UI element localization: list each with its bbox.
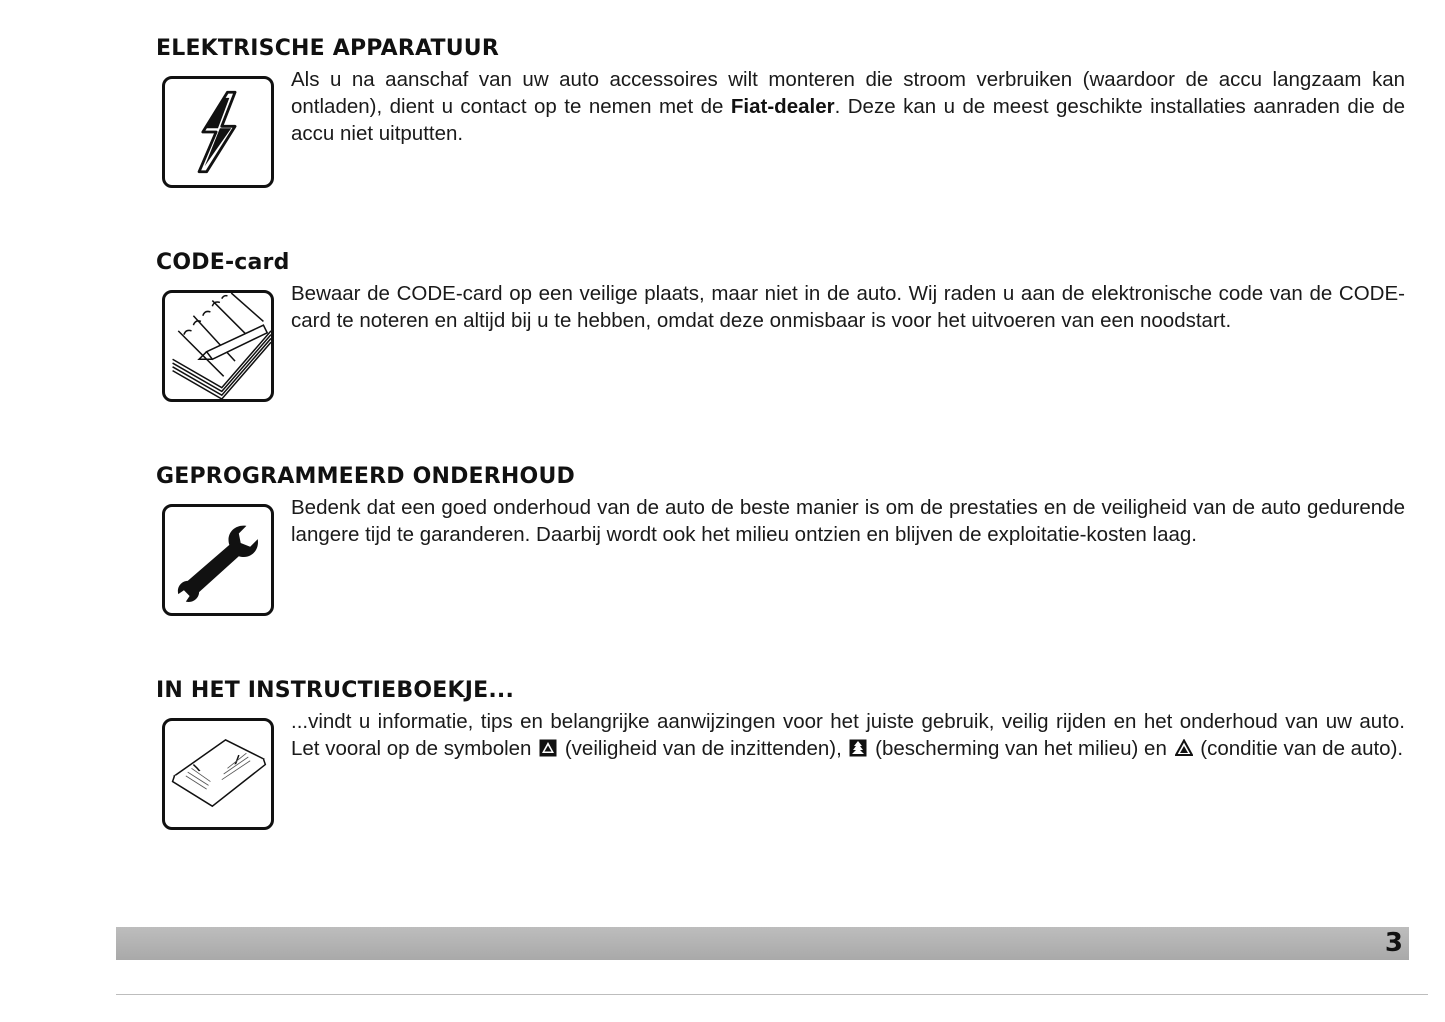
- body-text: (conditie van de auto).: [1194, 737, 1404, 760]
- section-heading: ELEKTRISCHE APPARATUUR: [156, 36, 499, 61]
- passenger-safety-icon: [539, 739, 557, 757]
- section-electrical-equipment: [156, 34, 1406, 145]
- section-body: Bewaar de CODE-card op een veilige plaats, maar niet in de auto. Wij raden u aan de elektronische code van de CODE-card te noteren en altijd bij u te hebben, omdat deze onmisbaar is voor het uitvoeren van een noodstart.: [291, 282, 1405, 332]
- body-text: ...vindt u informatie, tips en belangrijke aanwijzingen voor het juiste gebruik, veilig rijden en het onderhoud van uw auto. Let vooral op de symbolen: [291, 710, 1405, 760]
- section-body: [291, 708, 1405, 762]
- notebook-pencil-icon: [162, 290, 274, 402]
- open-book-icon: [162, 718, 274, 830]
- environment-protection-icon: [849, 739, 867, 757]
- section-heading: CODE-card: [156, 250, 290, 275]
- body-text: (veiligheid van de inzittenden),: [559, 737, 848, 760]
- section-instruction-booklet: [156, 676, 1406, 760]
- page-number: 3: [1384, 928, 1403, 958]
- section-body: Bedenk dat een goed onderhoud van de auto de beste manier is om de prestaties en de veiligheid van de auto gedurende langere tijd te garanderen. Daarbij wordt ook het milieu ontzien en blijven de exploitatie-kosten laag.: [291, 496, 1405, 546]
- section-heading: GEPROGRAMMEERD ONDERHOUD: [156, 464, 575, 489]
- footer-divider: [116, 994, 1428, 995]
- dealer-name: Fiat-dealer: [730, 95, 835, 118]
- lightning-icon: [162, 76, 274, 188]
- section-body: [291, 66, 1405, 147]
- wrench-icon: [162, 504, 274, 616]
- body-text: (bescherming van het milieu) en: [869, 737, 1173, 760]
- section-scheduled-maintenance: [156, 462, 1406, 546]
- body-text: . Deze kan u de meest geschikte installaties aanraden die de accu niet uitputten.: [291, 95, 1405, 145]
- vehicle-condition-icon: [1175, 739, 1193, 757]
- section-heading: IN HET INSTRUCTIEBOEKJE...: [156, 678, 515, 703]
- footer-bar: [116, 927, 1409, 960]
- body-text: Als u na aanschaf van uw auto accessoires wilt monteren die stroom verbruiken (waardoor de accu langzaam kan ontladen), dient u contact op te nemen met de: [291, 68, 1405, 118]
- section-code-card: [156, 248, 1406, 332]
